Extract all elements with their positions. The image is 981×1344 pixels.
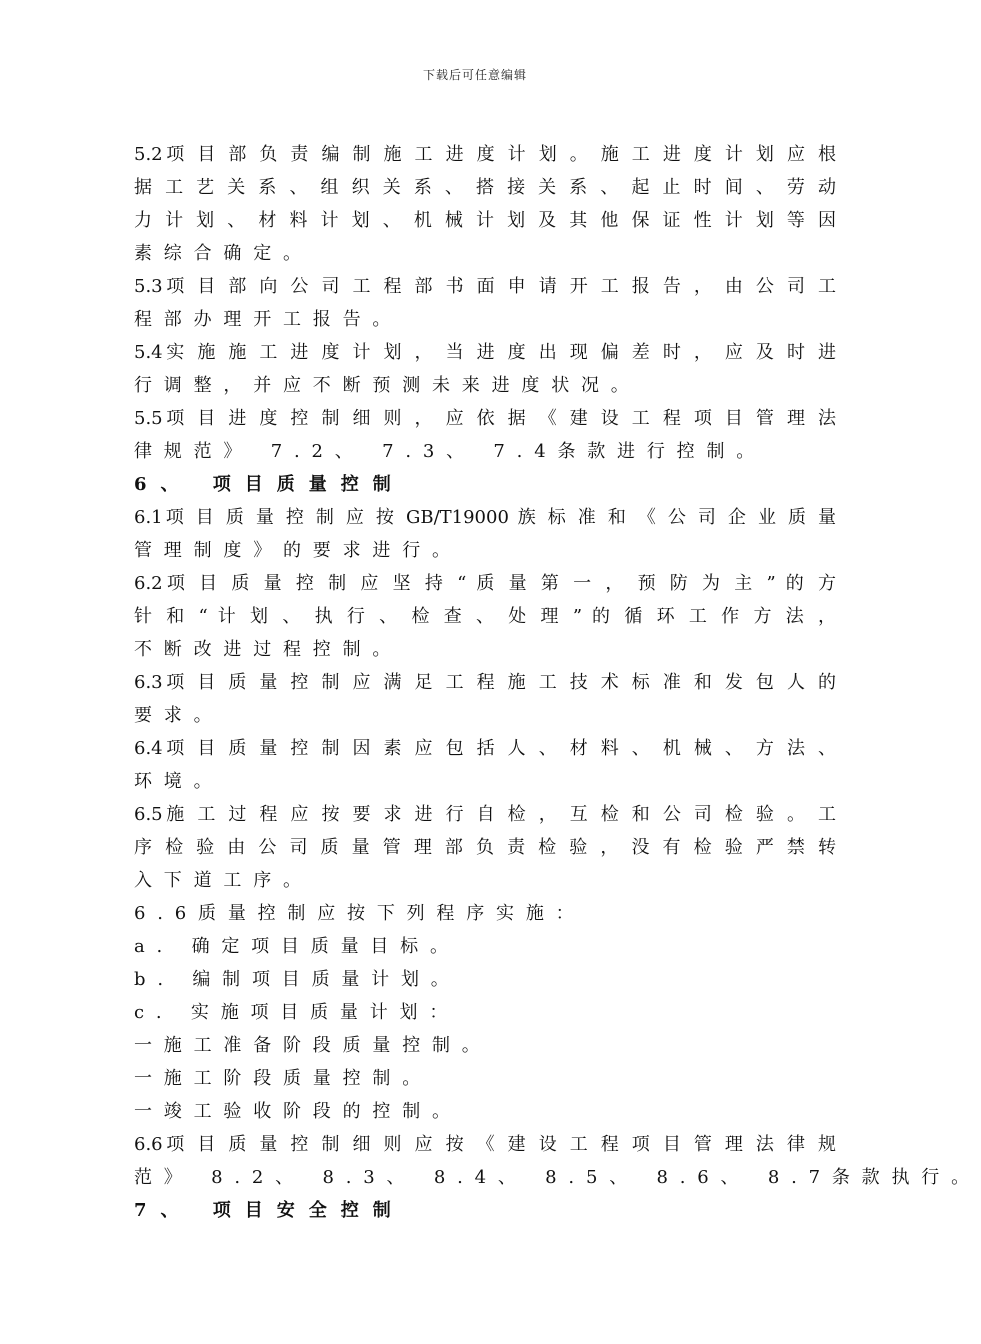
text-line: 素综合确定。	[134, 243, 313, 264]
text-line: 6.6质量控制应按下列程序实施：	[134, 903, 586, 924]
text-line: 5.3项 目 部 向 公 司 工 程 部 书 面 申 请 开 工 报 告 ， 由 公 司 工	[134, 276, 836, 297]
list-item: a. 确定项目质量目标。	[134, 936, 460, 957]
text-line: 律规范》 7.2、 7.3、 7.4条款进行控制。	[134, 441, 767, 462]
text-line: 6.5施 工 过 程 应 按 要 求 进 行 自 检 ， 互 检 和 公 司 检 验 。 工	[134, 804, 836, 825]
list-item: b. 编制项目质量计划。	[134, 969, 461, 990]
list-item: c. 实施项目质量计划：	[134, 1002, 460, 1023]
sub-list-item: 一施工阶段质量控制。	[134, 1068, 432, 1089]
text-line: 5.4实 施 施 工 进 度 计 划 ， 当 进 度 出 现 偏 差 时 ， 应 及 时 进	[134, 342, 836, 363]
text-line: 6.3项 目 质 量 控 制 应 满 足 工 程 施 工 技 术 标 准 和 发 包 人 的	[134, 672, 836, 693]
text-line: 6.4项 目 质 量 控 制 因 素 应 包 括 人 、 材 料 、 机 械 、 方 法 、	[134, 738, 836, 759]
text-line: 力 计 划 、 材 料 计 划 、 机 械 计 划 及 其 他 保 证 性 计 划 等 因	[134, 210, 836, 231]
text-line: 范》 8.2、 8.3、 8.4、 8.5、 8.6、 8.7条款执行。	[134, 1167, 981, 1188]
sub-list-item: 一施工准备阶段质量控制。	[134, 1035, 492, 1056]
text-line: 环境。	[134, 771, 224, 792]
text-line: 管理制度》的要求进行。	[134, 540, 462, 561]
section-heading: 7、 项目安全控制	[134, 1200, 405, 1221]
document-body	[134, 138, 981, 1227]
text-line: 针 和 “ 计 划 、 执 行 、 检 查 、 处 理 ” 的 循 环 工 作 方 法 ，	[134, 606, 836, 627]
text-line: 序 检 验 由 公 司 质 量 管 理 部 负 责 检 验 ， 没 有 检 验 严 禁 转	[134, 837, 836, 858]
text-line: 5.2项 目 部 负 责 编 制 施 工 进 度 计 划 。 施 工 进 度 计 划 应 根	[134, 144, 836, 165]
page-header: 下载后可任意编辑	[422, 68, 527, 82]
text-line: 5.5项 目 进 度 控 制 细 则 ， 应 依 据 《 建 设 工 程 项 目 管 理 法	[134, 408, 836, 429]
text-line: 6.6项 目 质 量 控 制 细 则 应 按 《 建 设 工 程 项 目 管 理 法 律 规	[134, 1134, 836, 1155]
text-line: 6.1项 目 质 量 控 制 应 按 GB/T19000 族 标 准 和 《 公 司 企 业 质 量	[134, 507, 836, 528]
text-line: 程部办理开工报告。	[134, 309, 403, 330]
section-heading: 6、 项目质量控制	[134, 474, 405, 495]
text-line: 据 工 艺 关 系 、 组 织 关 系 、 搭 接 关 系 、 起 止 时 间 、 劳 动	[134, 177, 836, 198]
text-line: 入下道工序。	[134, 870, 313, 891]
text-line: 要求。	[134, 705, 224, 726]
text-line: 6.2项 目 质 量 控 制 应 坚 持 “ 质 量 第 一 ， 预 防 为 主 ” 的 方	[134, 573, 836, 594]
sub-list-item: 一竣工验收阶段的控制。	[134, 1101, 462, 1122]
text-line: 行调整，并应不断预测未来进度状况。	[134, 375, 641, 396]
text-line: 不断改进过程控制。	[134, 639, 403, 660]
